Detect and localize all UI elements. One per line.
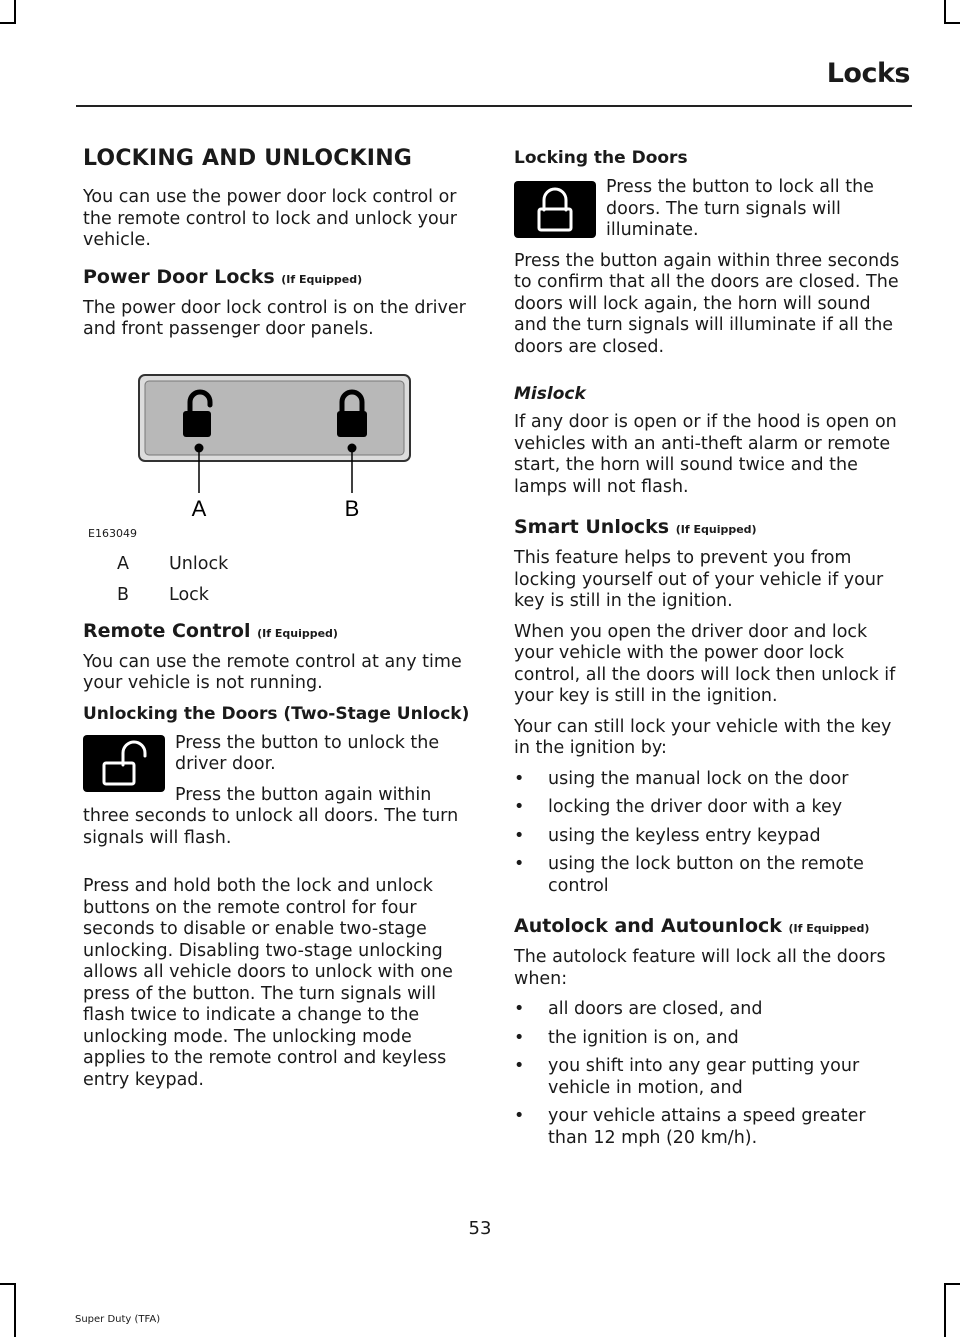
smart-unlocks-title: Smart Unlocks: [514, 516, 670, 538]
locking-paragraph-1: Press the button to lock all the doors. The turn signals will illuminate.: [606, 177, 874, 240]
left-column: [83, 142, 478, 1100]
crop-mark-top-right-h: [944, 22, 960, 24]
figure-label-a: A: [191, 495, 207, 521]
legend-row: [83, 585, 478, 606]
list-item: • using the manual lock on the door: [514, 769, 909, 791]
mislock-heading: Mislock: [514, 384, 586, 404]
list-item: • locking the driver door with a key: [514, 797, 909, 819]
legend-letter: B: [117, 584, 130, 605]
remote-control-equipped: (If Equipped): [257, 626, 338, 640]
figure-legend: [83, 554, 478, 606]
figure-label-b: B: [344, 495, 360, 521]
page-number: 53: [468, 1218, 492, 1239]
mislock-text: If any door is open or if the hood is open on vehicles with an anti-theft alarm or remote start, the horn will sound twice and the lamps will not flash.: [514, 412, 897, 497]
intro-paragraph: You can use the power door lock control or the remote control to lock and unlock your vehicle.: [83, 187, 457, 250]
list-item: • using the keyless entry keypad: [514, 826, 909, 848]
unlocking-doors-heading: Unlocking the Doors (Two-Stage Unlock): [83, 703, 470, 724]
power-door-locks-text: The power door lock control is on the driver and front passenger door panels.: [83, 297, 466, 339]
autolock-heading: [514, 915, 909, 937]
crop-mark-bottom-right-h: [944, 1283, 960, 1285]
remote-unlock-button-icon: [83, 735, 165, 792]
smart-unlocks-list: [514, 769, 909, 898]
autolock-list: [514, 999, 909, 1149]
power-door-locks-equipped: (If Equipped): [281, 272, 363, 286]
autolock-equipped: (If Equipped): [788, 922, 870, 935]
legend-row: [83, 554, 478, 575]
smart-unlocks-heading: [514, 516, 909, 538]
footer-model: Super Duty (TFA): [75, 1314, 161, 1325]
list-item: • the ignition is on, and: [514, 1028, 909, 1050]
header-divider: [76, 105, 912, 107]
remote-lock-button-icon: [514, 181, 596, 238]
unlock-paragraph-3: Press and hold both the lock and unlock buttons on the remote control for four seconds to disable or enable two-stage unlocking. Disabling two-stage unlocking allows all vehicle doors to unlock with one press of the button. The turn signals will flash twice to indicate a change to the unlocking mode. The unlocking mode applies to the remote control and keyless entry keypad.: [83, 876, 453, 1090]
unlock-paragraph-2: Press the button again within three seconds to unlock all doors. The turn signals will flash.: [83, 784, 459, 848]
legend-text: Lock: [169, 584, 209, 605]
crop-mark-top-left-h: [0, 22, 16, 24]
crop-mark-bottom-right-v: [944, 1283, 946, 1337]
crop-mark-bottom-left-h: [0, 1283, 16, 1285]
list-item: • your vehicle attains a speed greater than 12 mph (20 km/h).: [514, 1106, 909, 1149]
autolock-text: The autolock feature will lock all the doors when:: [514, 947, 886, 989]
list-item: • you shift into any gear putting your vehicle in motion, and: [514, 1056, 909, 1099]
page-header-title: Locks: [826, 58, 910, 89]
unlock-paragraph-1: Press the button to unlock the driver door.: [175, 732, 440, 774]
list-item: • using the lock button on the remote control: [514, 854, 909, 897]
crop-mark-bottom-left-v: [14, 1283, 16, 1337]
smart-unlocks-paragraph-3: Your can still lock your vehicle with the key in the ignition by:: [514, 716, 892, 758]
autolock-title: Autolock and Autounlock: [514, 915, 782, 937]
door-lock-control-figure: [83, 365, 478, 540]
lock-icon: [514, 181, 596, 238]
legend-text: Unlock: [169, 553, 229, 574]
remote-control-heading: [83, 620, 478, 642]
locking-paragraph-2: Press the button again within three seconds to confirm that all the doors are closed. The doors will lock again, the horn will sound and the turn signals will illuminate if all the doors are closed.: [514, 250, 900, 357]
door-lock-switch-illustration: [83, 365, 478, 540]
figure-code: E163049: [88, 526, 137, 540]
crop-mark-top-left-v: [14, 0, 16, 22]
power-door-locks-title: Power Door Locks: [83, 265, 275, 288]
remote-control-title: Remote Control: [83, 619, 251, 642]
list-item: • all doors are closed, and: [514, 999, 909, 1021]
smart-unlocks-paragraph-2: When you open the driver door and lock your vehicle with the power door lock control, all the doors will lock then unlock if your key is still in the ignition.: [514, 621, 896, 706]
right-column: [514, 142, 909, 1156]
power-door-locks-heading: [83, 266, 478, 288]
smart-unlocks-paragraph-1: This feature helps to prevent you from locking yourself out of your vehicle if your key is still in the ignition.: [514, 548, 884, 611]
remote-control-text: You can use the remote control at any time your vehicle is not running.: [83, 651, 462, 693]
locking-doors-heading: Locking the Doors: [514, 148, 688, 168]
section-heading: LOCKING AND UNLOCKING: [83, 146, 413, 171]
legend-letter: A: [117, 553, 129, 574]
crop-mark-top-right-v: [944, 0, 946, 22]
unlock-icon: [83, 735, 165, 792]
smart-unlocks-equipped: (If Equipped): [675, 523, 757, 536]
